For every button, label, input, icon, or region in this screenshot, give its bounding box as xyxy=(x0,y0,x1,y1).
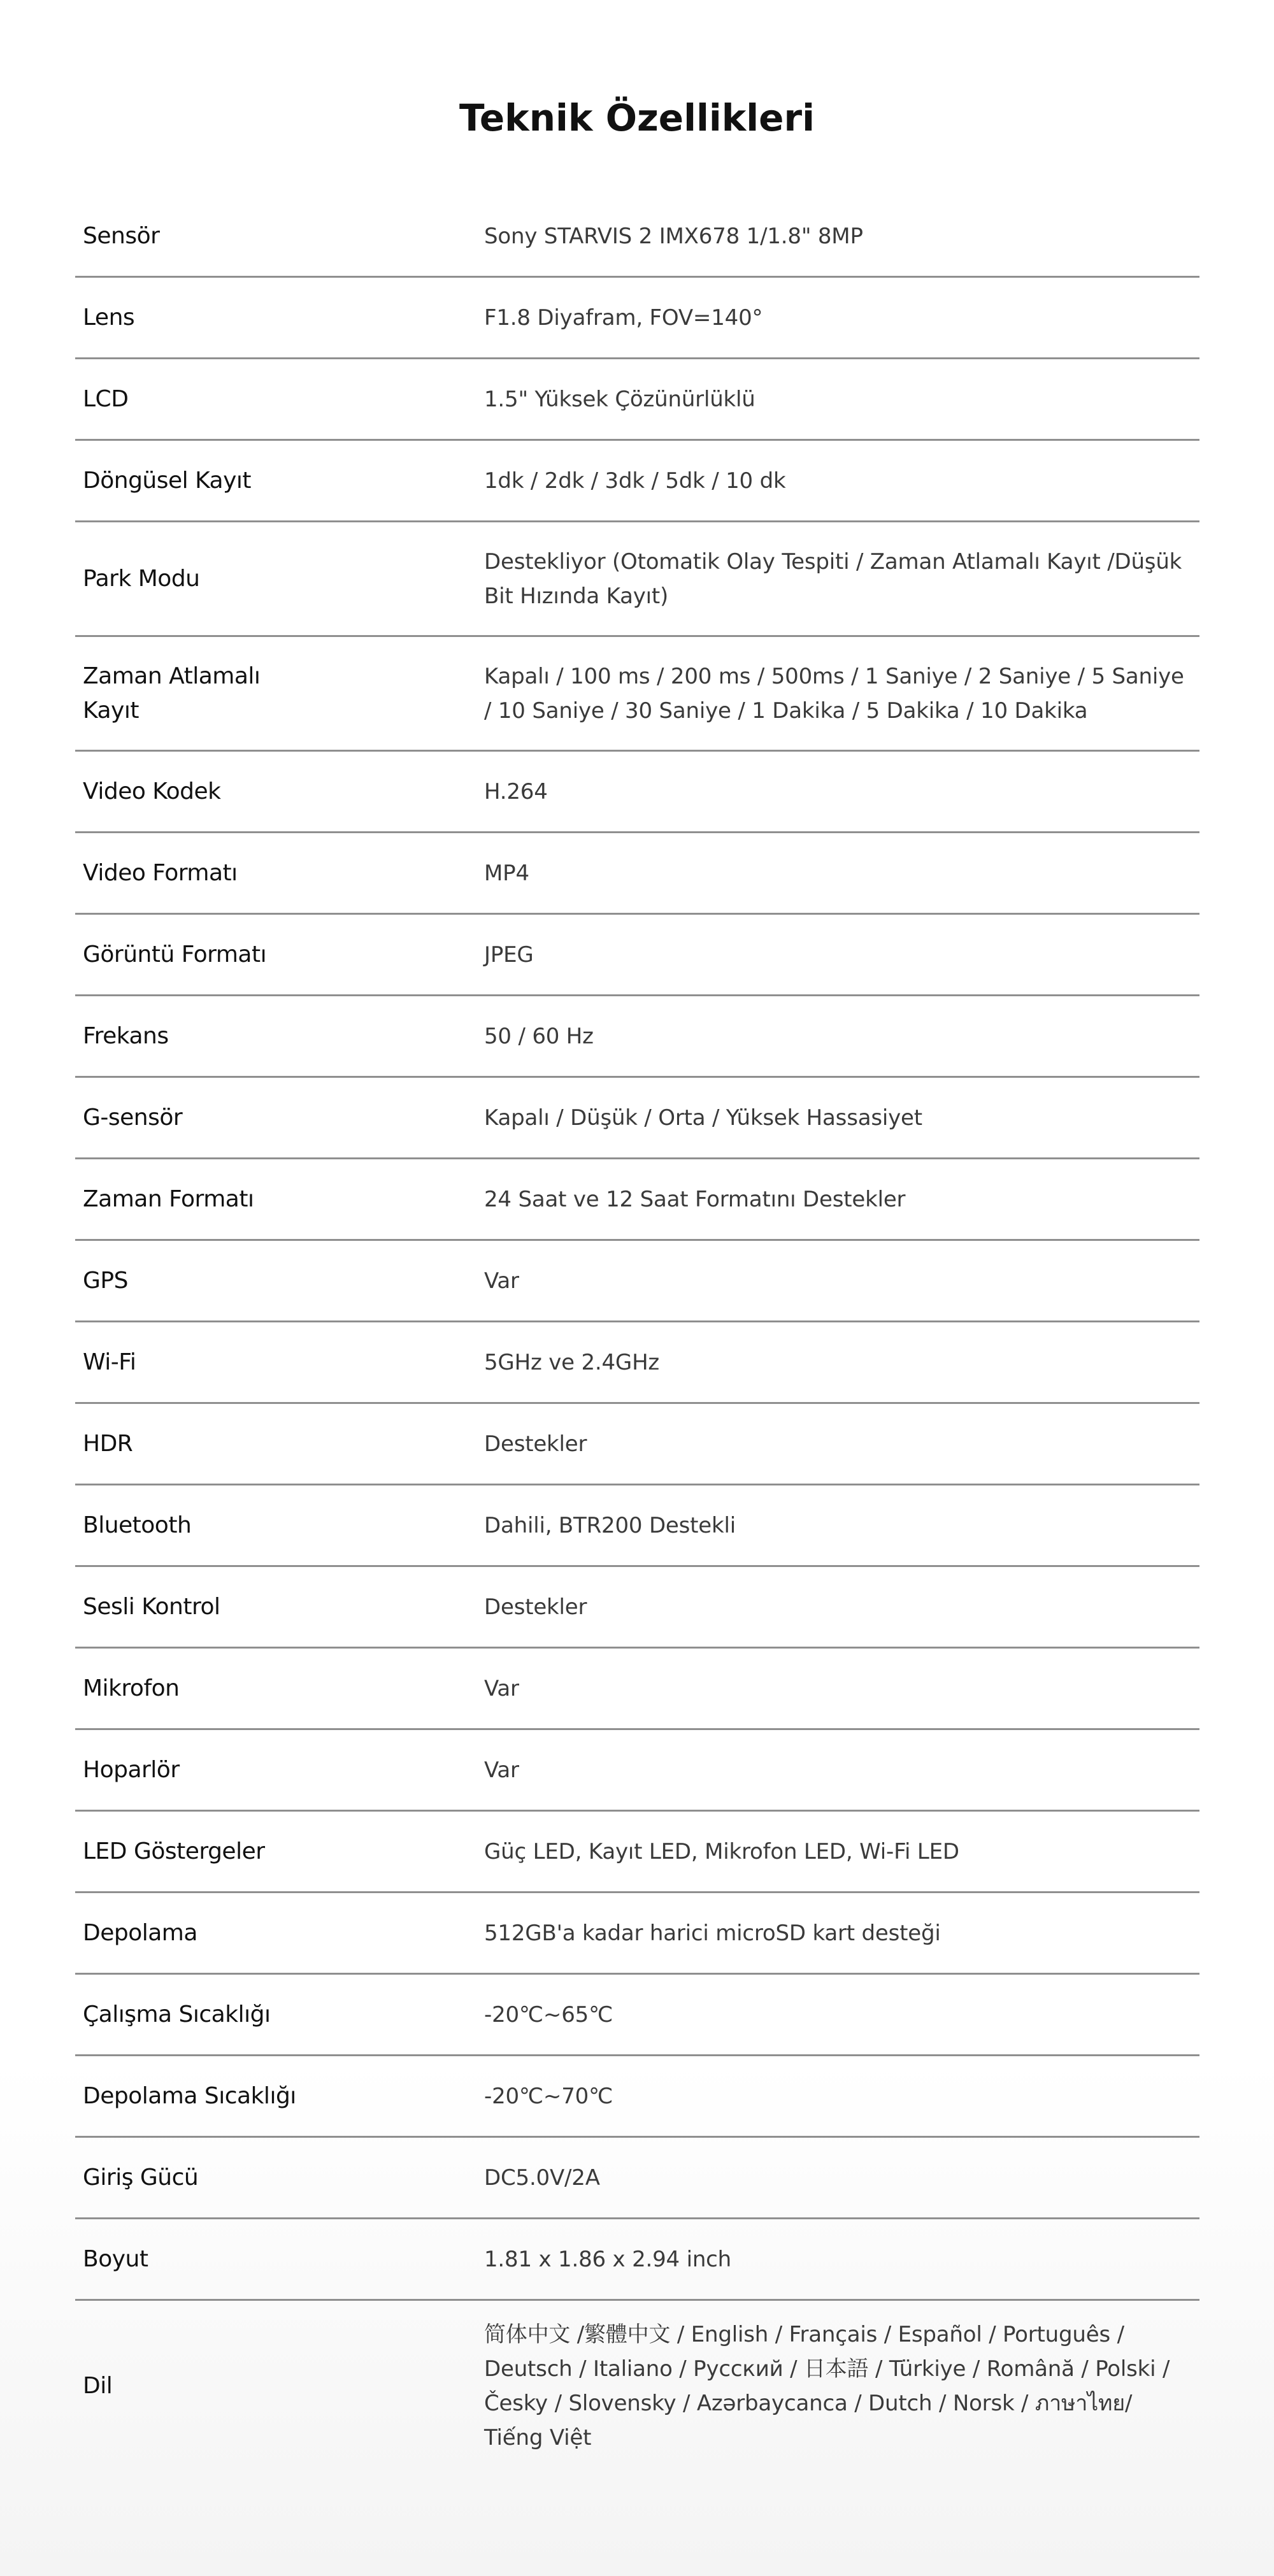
spec-value: 512GB'a kadar harici microSD kart desteği xyxy=(484,1920,941,1946)
spec-row-lens xyxy=(75,278,1199,359)
spec-row-operating-temp xyxy=(75,1975,1199,2056)
spec-table xyxy=(75,196,1199,2472)
spec-value: Dahili, BTR200 Destekli xyxy=(484,1512,736,1538)
spec-value: MP4 xyxy=(484,860,529,886)
spec-row-g-sensor xyxy=(75,1078,1199,1159)
spec-label: Frekans xyxy=(83,1022,169,1049)
spec-row-dimensions xyxy=(75,2219,1199,2301)
spec-value: 24 Saat ve 12 Saat Formatını Destekler xyxy=(484,1186,906,1212)
spec-row-storage-temp xyxy=(75,2056,1199,2138)
spec-row-language xyxy=(75,2301,1199,2472)
spec-label: Sensör xyxy=(83,222,160,249)
page-title: Teknik Özellikleri xyxy=(459,96,815,140)
spec-row-hdr xyxy=(75,1404,1199,1485)
spec-value: Kapalı / Düşük / Orta / Yüksek Hassasiyet xyxy=(484,1105,922,1131)
spec-row-video-format xyxy=(75,833,1199,915)
spec-row-timelapse xyxy=(75,637,1199,752)
spec-row-storage xyxy=(75,1893,1199,1975)
spec-value: -20℃~70℃ xyxy=(484,2083,613,2109)
spec-label: Bluetooth xyxy=(83,1512,192,1538)
spec-row-lcd xyxy=(75,359,1199,441)
spec-label: Park Modu xyxy=(83,565,200,592)
spec-row-image-format xyxy=(75,915,1199,996)
spec-label: HDR xyxy=(83,1430,133,1457)
spec-row-sensor xyxy=(75,196,1199,278)
spec-value: Kapalı / 100 ms / 200 ms / 500ms / 1 Saniye / 2 Saniye / 5 Saniye / 10 Saniye / 30 Saniye / 1 Dakika / 5 Dakika / 10 Dakika xyxy=(484,663,1184,724)
spec-label: Boyut xyxy=(83,2245,148,2272)
spec-label: Dil xyxy=(83,2373,113,2399)
spec-label: Görüntü Formatı xyxy=(83,941,267,968)
spec-label: G-sensör xyxy=(83,1104,183,1131)
spec-row-speaker xyxy=(75,1730,1199,1812)
spec-row-frequency xyxy=(75,996,1199,1078)
spec-row-loop-recording xyxy=(75,441,1199,522)
spec-row-video-codec xyxy=(75,752,1199,833)
spec-value: 5GHz ve 2.4GHz xyxy=(484,1349,660,1375)
spec-row-time-format xyxy=(75,1159,1199,1241)
spec-label: Sesli Kontrol xyxy=(83,1593,220,1620)
spec-row-led-indicators xyxy=(75,1812,1199,1893)
spec-value: Sony STARVIS 2 IMX678 1/1.8" 8MP xyxy=(484,223,863,249)
spec-row-parking-mode xyxy=(75,522,1199,637)
spec-row-bluetooth xyxy=(75,1485,1199,1567)
spec-label: Döngüsel Kayıt xyxy=(83,467,252,494)
spec-value: H.264 xyxy=(484,778,548,805)
spec-value: Var xyxy=(484,1268,519,1294)
spec-row-voice-control xyxy=(75,1567,1199,1649)
spec-value: Güç LED, Kayıt LED, Mikrofon LED, Wi-Fi LED xyxy=(484,1838,959,1864)
spec-value: 1.81 x 1.86 x 2.94 inch xyxy=(484,2246,732,2272)
spec-label: Depolama Sıcaklığı xyxy=(83,2082,296,2109)
spec-row-wifi xyxy=(75,1322,1199,1404)
spec-value: 1dk / 2dk / 3dk / 5dk / 10 dk xyxy=(484,468,786,494)
spec-row-microphone xyxy=(75,1649,1199,1730)
spec-label: Lens xyxy=(83,304,135,331)
spec-value: JPEG xyxy=(484,941,534,968)
spec-value: 50 / 60 Hz xyxy=(484,1023,594,1049)
spec-row-input-power xyxy=(75,2138,1199,2219)
spec-label: Zaman Atlamalı Kayıt xyxy=(83,662,261,724)
spec-value: Var xyxy=(484,1675,519,1701)
spec-label: GPS xyxy=(83,1267,128,1294)
spec-value: F1.8 Diyafram, FOV=140° xyxy=(484,304,763,331)
spec-label: Video Formatı xyxy=(83,859,238,886)
spec-label: Mikrofon xyxy=(83,1675,180,1701)
spec-row-gps xyxy=(75,1241,1199,1322)
spec-value: DC5.0V/2A xyxy=(484,2165,600,2191)
spec-label: Hoparlör xyxy=(83,1756,180,1783)
spec-label: Çalışma Sıcaklığı xyxy=(83,2001,271,2028)
spec-value: Destekler xyxy=(484,1431,587,1457)
spec-label: Depolama xyxy=(83,1919,197,1946)
spec-value: Destekler xyxy=(484,1594,587,1620)
spec-value: Var xyxy=(484,1757,519,1783)
spec-label: Zaman Formatı xyxy=(83,1185,254,1212)
spec-value: Destekliyor (Otomatik Olay Tespiti / Zaman Atlamalı Kayıt /Düşük Bit Hızında Kayıt) xyxy=(484,548,1182,609)
spec-label: LED Göstergeler xyxy=(83,1838,265,1864)
spec-value: 1.5" Yüksek Çözünürlüklü xyxy=(484,386,755,412)
spec-value: -20℃~65℃ xyxy=(484,2001,613,2028)
spec-label: Video Kodek xyxy=(83,778,221,805)
spec-label: Giriş Gücü xyxy=(83,2164,199,2191)
spec-label: LCD xyxy=(83,385,129,412)
spec-value: 简体中文 /繁體中文 / English / Français / Español / Português / Deutsch / Italiano / Русский / 日本語 / Türkiye / Română / Polski / Česky / Slovensky / Azərbaycanca / Dutch / Norsk / ภาษาไทย/ Tiếng Việt xyxy=(484,2322,1170,2451)
spec-label: Wi-Fi xyxy=(83,1349,136,1375)
